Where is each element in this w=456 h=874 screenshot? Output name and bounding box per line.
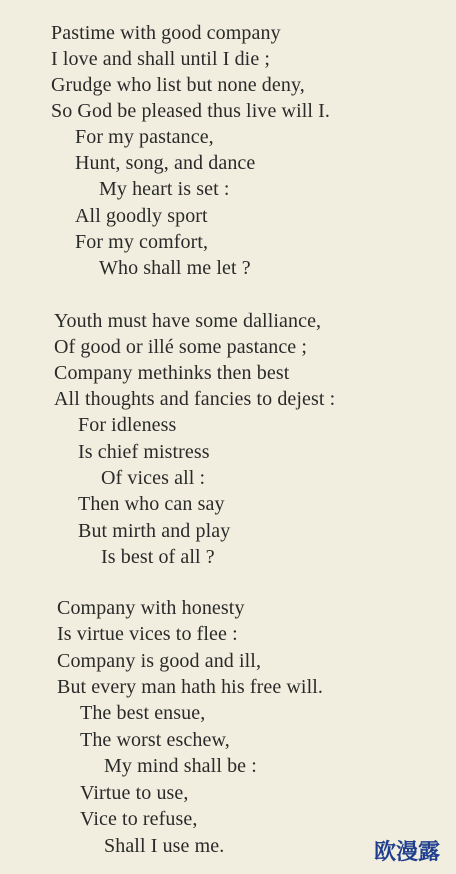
poem-line: Then who can say bbox=[78, 493, 225, 515]
poem-line: My heart is set : bbox=[99, 178, 230, 200]
poem-line: For my pastance, bbox=[75, 126, 214, 148]
poem-line: Who shall me let ? bbox=[99, 257, 251, 279]
poem-line: Hunt, song, and dance bbox=[75, 152, 256, 174]
poem-line: My mind shall be : bbox=[104, 755, 257, 777]
poem-line: Grudge who list but none deny, bbox=[51, 74, 305, 96]
poem-line: Of good or illé some pastance ; bbox=[54, 336, 308, 358]
poem-line: Company with honesty bbox=[57, 597, 245, 619]
poem-line: Is virtue vices to flee : bbox=[57, 623, 238, 645]
poem-line: Pastime with good company bbox=[51, 22, 281, 44]
poem-line: The worst eschew, bbox=[80, 729, 230, 751]
watermark-logo: 欧漫露 bbox=[374, 840, 441, 865]
poem-line: So God be pleased thus live will I. bbox=[51, 100, 331, 122]
poem-line: All thoughts and fancies to dejest : bbox=[54, 388, 336, 410]
poem-line: For idleness bbox=[78, 414, 177, 436]
poem-line: The best ensue, bbox=[80, 702, 206, 724]
poem-line: I love and shall until I die ; bbox=[51, 48, 271, 70]
poem-line: Is chief mistress bbox=[78, 441, 210, 463]
poem-line: Of vices all : bbox=[101, 467, 206, 489]
poem-line: For my comfort, bbox=[75, 231, 209, 253]
poem-line: Shall I use me. bbox=[104, 835, 225, 857]
poem-line: But mirth and play bbox=[78, 520, 231, 542]
poem-line: Youth must have some dalliance, bbox=[54, 310, 322, 332]
poem-line: Is best of all ? bbox=[101, 546, 215, 568]
poem-line: Company is good and ill, bbox=[57, 650, 262, 672]
poem-line: But every man hath his free will. bbox=[57, 676, 324, 698]
poem-line: Vice to refuse, bbox=[80, 808, 198, 830]
poem-line: All goodly sport bbox=[75, 205, 208, 227]
poem-line: Virtue to use, bbox=[80, 782, 189, 804]
poem-line: Company methinks then best bbox=[54, 362, 290, 384]
